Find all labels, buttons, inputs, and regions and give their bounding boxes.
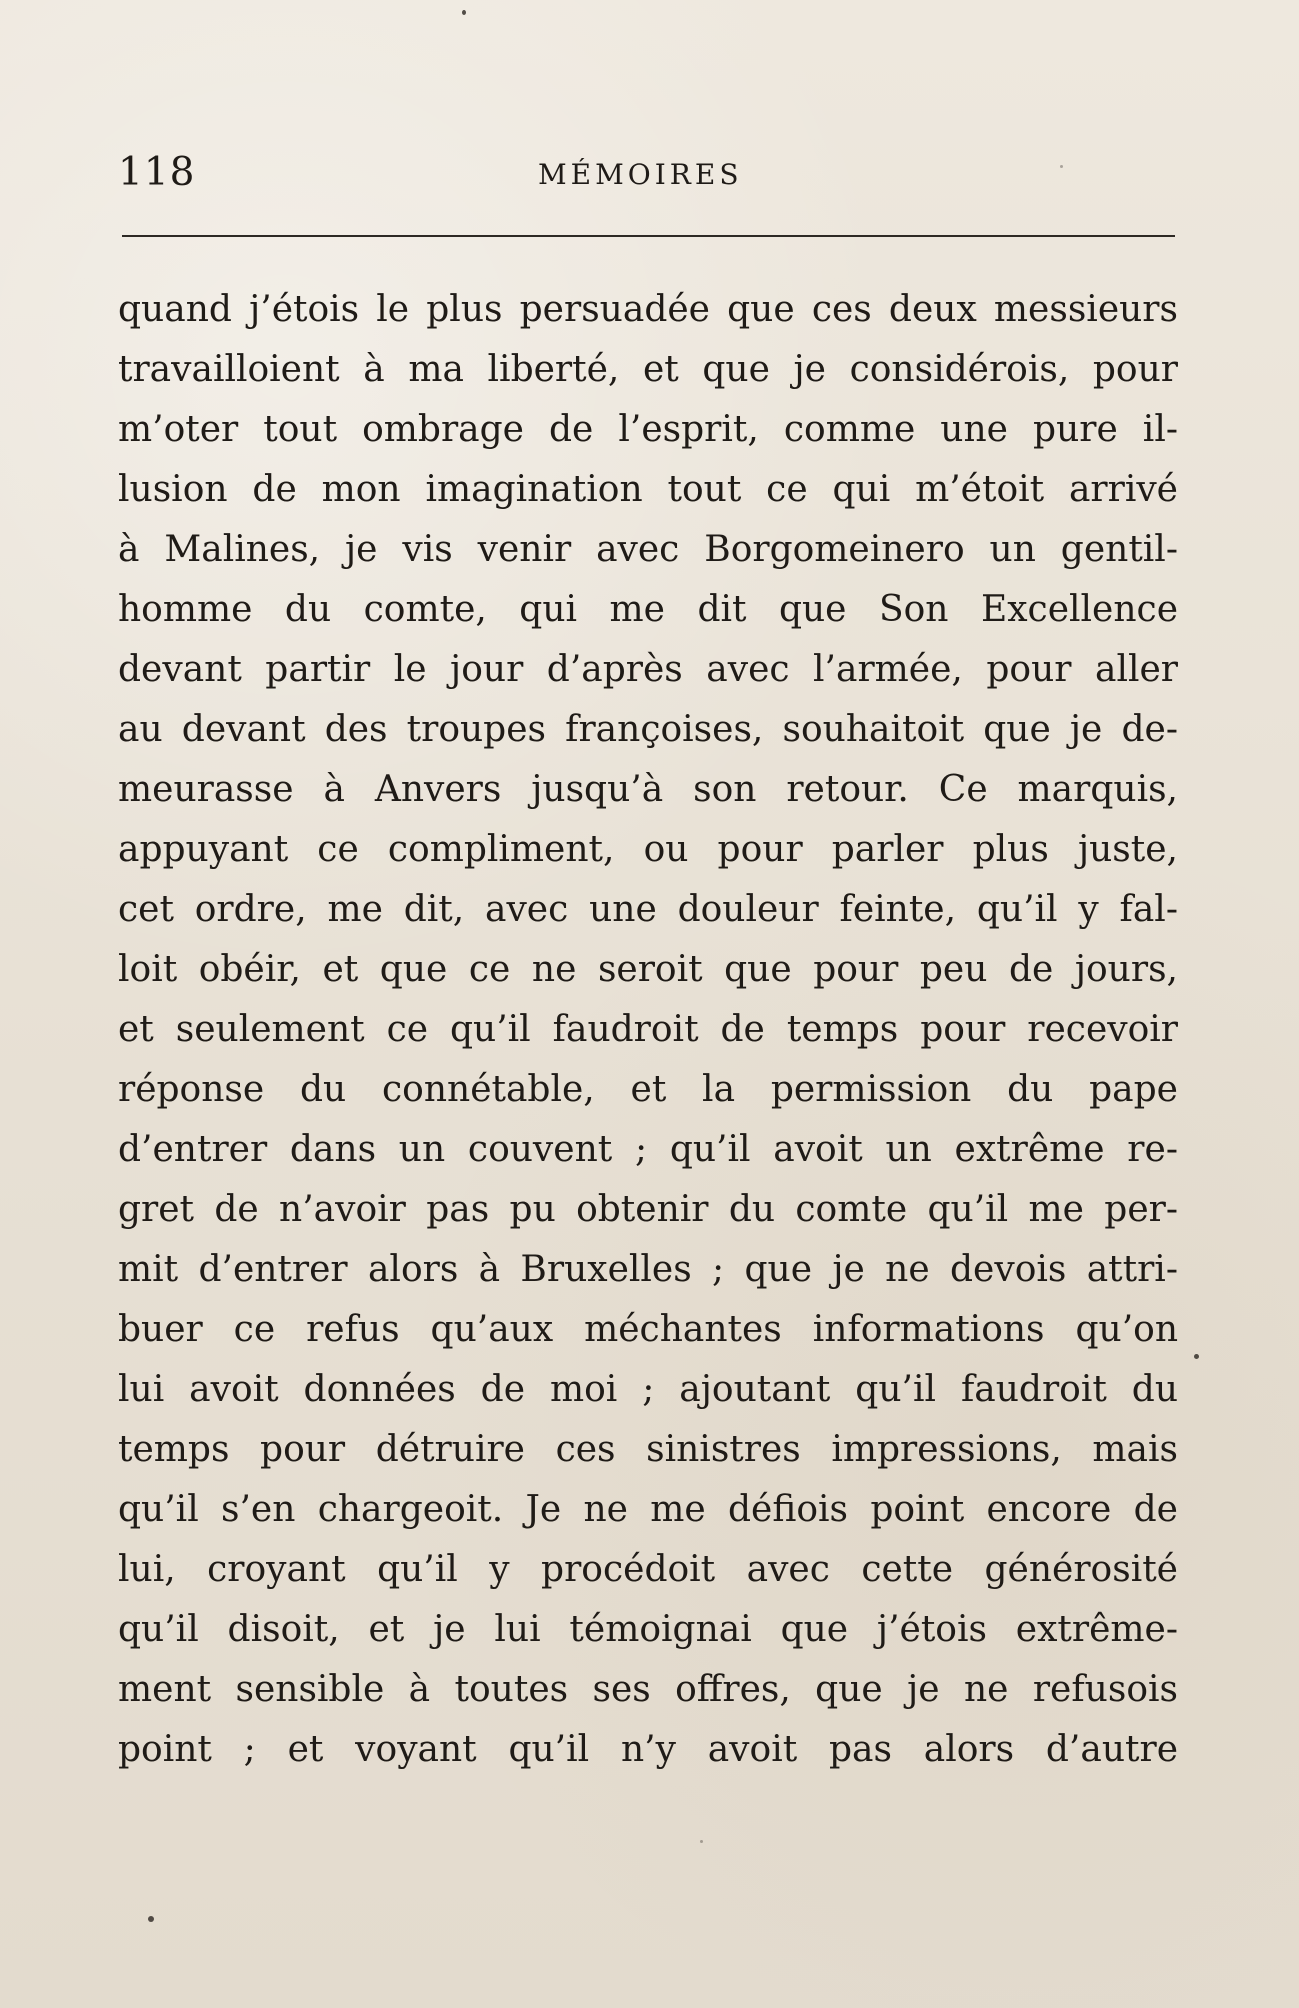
paper-speck (148, 1916, 154, 1922)
running-head: MÉMOIRES (538, 158, 743, 191)
text-line: travailloient à ma liberté, et que je considérois, pour (118, 349, 1178, 390)
text-line: d’entrer dans un couvent ; qu’il avoit un extrême re- (118, 1129, 1178, 1170)
text-line: temps pour détruire ces sinistres impressions, mais (118, 1429, 1178, 1470)
text-line: quand j’étois le plus persuadée que ces deux messieurs (118, 289, 1178, 330)
text-line: buer ce refus qu’aux méchantes informations qu’on (118, 1309, 1178, 1350)
text-line: mit d’entrer alors à Bruxelles ; que je ne devois attri- (118, 1249, 1178, 1290)
text-line: et seulement ce qu’il faudroit de temps pour recevoir (118, 1009, 1178, 1050)
text-line: à Malines, je vis venir avec Borgomeinero un gentil- (118, 529, 1178, 570)
text-line: qu’il s’en chargeoit. Je ne me défiois point encore de (118, 1489, 1178, 1530)
text-line: appuyant ce compliment, ou pour parler plus juste, (118, 829, 1178, 870)
body-text (118, 280, 1178, 1780)
header-rule (122, 235, 1175, 237)
paper-speck (700, 1840, 703, 1843)
page-header (118, 150, 1178, 198)
text-line: lui, croyant qu’il y procédoit avec cette générosité (118, 1549, 1178, 1590)
text-line: homme du comte, qui me dit que Son Excellence (118, 589, 1178, 630)
text-line: loit obéir, et que ce ne seroit que pour peu de jours, (118, 949, 1178, 990)
text-line: cet ordre, me dit, avec une douleur feinte, qu’il y fal- (118, 889, 1178, 930)
text-line: au devant des troupes françoises, souhaitoit que je de- (118, 709, 1178, 750)
text-line: réponse du connétable, et la permission du pape (118, 1069, 1178, 1110)
text-line: qu’il disoit, et je lui témoignai que j’étois extrême- (118, 1609, 1178, 1650)
text-line: ment sensible à toutes ses offres, que je ne refusois (118, 1669, 1178, 1710)
text-line: lui avoit données de moi ; ajoutant qu’il faudroit du (118, 1369, 1178, 1410)
page-number: 118 (118, 150, 196, 195)
text-line: m’oter tout ombrage de l’esprit, comme une pure il- (118, 409, 1178, 450)
paper-speck (1194, 1354, 1199, 1359)
text-line: lusion de mon imagination tout ce qui m’étoit arrivé (118, 469, 1178, 510)
text-line: gret de n’avoir pas pu obtenir du comte qu’il me per- (118, 1189, 1178, 1230)
text-line: meurasse à Anvers jusqu’à son retour. Ce marquis, (118, 769, 1178, 810)
paper-speck (462, 10, 466, 15)
text-line: point ; et voyant qu’il n’y avoit pas alors d’autre (118, 1729, 1178, 1770)
text-line: devant partir le jour d’après avec l’armée, pour aller (118, 649, 1178, 690)
